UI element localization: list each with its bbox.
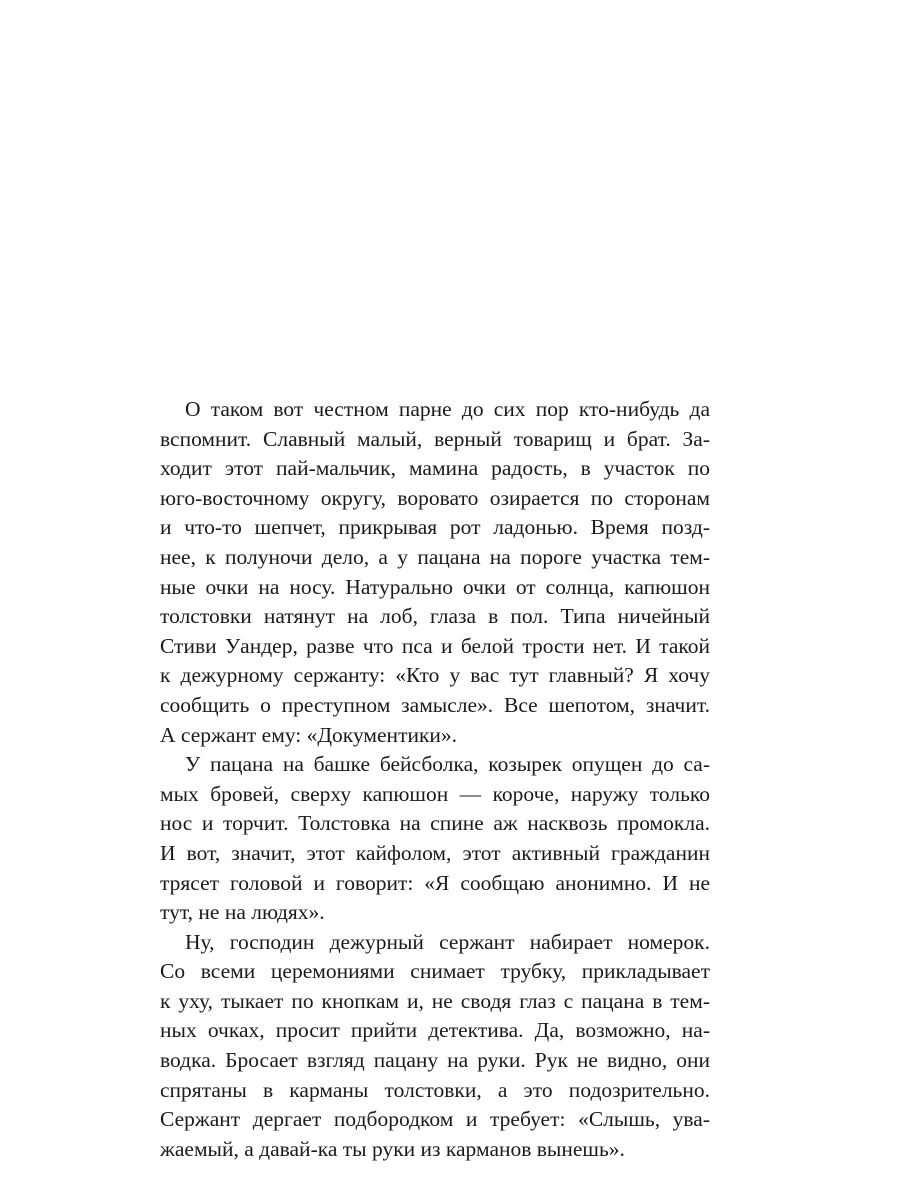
paragraph-3 (160, 928, 710, 1165)
text-line: ходит этот пай-мальчик, мамина радость, в участок по (160, 456, 710, 481)
text-line: Сержант дергает подбородком и требует: «Слышь, ува- (160, 1107, 710, 1132)
text-line: вспомнит. Славный малый, верный товарищ и брат. За- (160, 426, 710, 451)
text-line: жаемый, а давай-ка ты руки из карманов вынешь». (160, 1136, 625, 1161)
text-line: ные очки на носу. Натурально очки от солнца, капюшон (160, 574, 710, 599)
text-line: О таком вот честном парне до сих пор кто-нибудь да (185, 397, 710, 421)
text-line: И вот, значит, этот кайфолом, этот активный гражданин (160, 840, 710, 865)
text-line: трясет головой и говорит: «Я сообщаю анонимно. И не (160, 870, 710, 895)
text-line: спрятаны в карманы толстовки, а это подозрительно. (160, 1077, 710, 1102)
text-line: водка. Бросает взгляд пацану на руки. Рук не видно, они (160, 1048, 710, 1073)
text-line: к уху, тыкает по кнопкам и, не сводя глаз с пацана в тем- (160, 988, 710, 1013)
paragraph-1 (160, 395, 710, 750)
text-line: мых бровей, сверху капюшон — короче, наружу только (160, 781, 710, 806)
text-line: к дежурному сержанту: «Кто у вас тут главный? Я хочу (160, 663, 710, 688)
text-line: тут, не на людях». (160, 900, 325, 925)
text-line: А сержант ему: «Документики». (160, 722, 458, 747)
text-line: Ну, господин дежурный сержант набирает номерок. (185, 929, 710, 954)
text-line: юго-восточному округу, воровато озирается по сторонам (160, 485, 710, 510)
text-line: нос и торчит. Толстовка на спине аж насквозь промокла. (160, 811, 710, 836)
text-line: и что-то шепчет, прикрывая рот ладонью. Время позд- (160, 515, 710, 540)
text-line: У пацана на башке бейсболка, козырек опущен до са- (185, 752, 710, 777)
text-line: сообщить о преступном замысле». Все шепотом, значит. (160, 692, 710, 717)
text-line: Стиви Уандер, разве что пса и белой трости нет. И такой (160, 633, 710, 658)
text-line: Со всеми церемониями снимает трубку, прикладывает (160, 959, 710, 984)
paragraph-2 (160, 750, 710, 928)
body-text (160, 395, 710, 1164)
text-line: нее, к полуночи дело, а у пацана на пороге участка тем- (160, 544, 710, 569)
text-line: толстовки натянут на лоб, глаза в пол. Типа ничейный (160, 604, 710, 629)
text-line: ных очках, просит прийти детектива. Да, возможно, на- (160, 1018, 710, 1043)
